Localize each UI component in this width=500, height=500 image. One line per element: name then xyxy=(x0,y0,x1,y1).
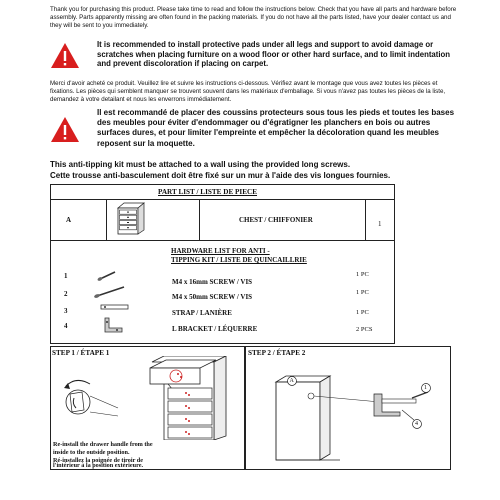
hardware-title-line2: TIPPING KIT / LISTE DE QUINCAILLRIE xyxy=(171,256,307,264)
warning-icon xyxy=(50,116,80,143)
anti-tip-french: Cette trousse anti-basculement doit être fixé sur un mur à l'aide des vis longues fournies. xyxy=(50,171,391,180)
table-divider xyxy=(199,199,200,240)
part-qty: 1 xyxy=(378,220,382,228)
step2-callout-a: A xyxy=(289,378,294,384)
step1-note-line2: inside to the outside position. xyxy=(53,449,130,456)
warning-french-text: Il est recommandé de placer des coussins protecteurs sous tous les pieds et toutes les bases des meubles pour éviter d'endommager ou d'égratigner les planchers en bois ou autres surfaces dures, et pour limiter l'empreinte et empêcher la décoloration quand les meubles reposent sur la moquette. xyxy=(97,108,455,148)
intro-french: Merci d'avoir acheté ce produit. Veuillez lire et suivre les instructions ci-dessous. Vérifiez avant le montage que vous avez toutes les pièces et fixations. Les pièces qui semblent manquer se trouvent souvent dans les matériaux d'emballage. Si vous n'avez pas toutes les pièces de la liste, demandez à votre detailant et nous les enverrons immédiatement. xyxy=(50,80,446,103)
hardware-name: STRAP / LANIÈRE xyxy=(172,309,232,317)
step2-callout-4: 4 xyxy=(415,421,418,427)
hardware-num: 3 xyxy=(64,307,68,315)
hardware-name: L BRACKET / LÉQUERRE xyxy=(172,325,258,333)
table-divider xyxy=(106,199,107,240)
step2-title: STEP 2 / ÉTAPE 2 xyxy=(248,349,306,357)
strap-icon xyxy=(100,303,130,311)
part-id: A xyxy=(66,216,72,224)
table-divider xyxy=(50,240,395,241)
table-divider xyxy=(365,199,366,240)
chest-image xyxy=(116,202,146,236)
intro-english: Thank you for purchasing this product. Please take time to read and follow the instructions below. Check that you have all parts and hardware before assembly. Parts apparently missing are often found in the packing materials. If you do not have all the parts listed, have your dealer contact us and they will be sent to you immediately. xyxy=(50,6,457,29)
step2-illustration xyxy=(262,372,442,462)
l-bracket-icon xyxy=(102,316,124,334)
step1-note-line3: Ré-installez la poignée de tiroir de xyxy=(53,457,143,464)
short-screw-icon xyxy=(96,270,118,282)
hardware-qty: 1 PC xyxy=(356,289,369,296)
step1-note-line4: l'intérieur à la position extérieure. xyxy=(53,462,143,469)
hardware-qty: 1 PC xyxy=(356,309,369,316)
step2-callout-1: 1 xyxy=(424,385,427,391)
hardware-num: 4 xyxy=(64,322,68,330)
step1-illustration xyxy=(60,356,240,440)
warning-english-text: It is recommended to install protective pads under all legs and support to avoid damage or scratches when placing furniture on a wood floor or other hard surface, and to limit indentation and prevent discoloration if placing on carpet. xyxy=(97,40,451,68)
hardware-qty: 1 PC xyxy=(356,271,369,278)
hardware-name: M4 x 50mm SCREW / VIS xyxy=(172,293,253,301)
warning-english xyxy=(50,40,465,74)
long-screw-icon xyxy=(92,285,126,299)
hardware-title-line1: HARDWARE LIST FOR ANTI - xyxy=(171,247,270,255)
warning-french xyxy=(50,108,465,158)
step1-note-line1: Re-install the drawer handle from the xyxy=(53,441,153,448)
hardware-num: 2 xyxy=(64,290,68,298)
hardware-name: M4 x 16mm SCREW / VIS xyxy=(172,278,253,286)
part-list-title: PART LIST / LISTE DE PIECE xyxy=(158,188,258,196)
part-name: CHEST / CHIFFONIER xyxy=(239,216,313,224)
warning-icon xyxy=(50,42,80,69)
hardware-num: 1 xyxy=(64,272,68,280)
hardware-qty: 2 PCS xyxy=(356,326,373,333)
table-divider xyxy=(50,199,395,200)
step1-title: STEP 1 / ÉTAPE 1 xyxy=(52,349,110,357)
anti-tip-english: This anti-tipping kit must be attached to a wall using the provided long screws. xyxy=(50,160,351,169)
